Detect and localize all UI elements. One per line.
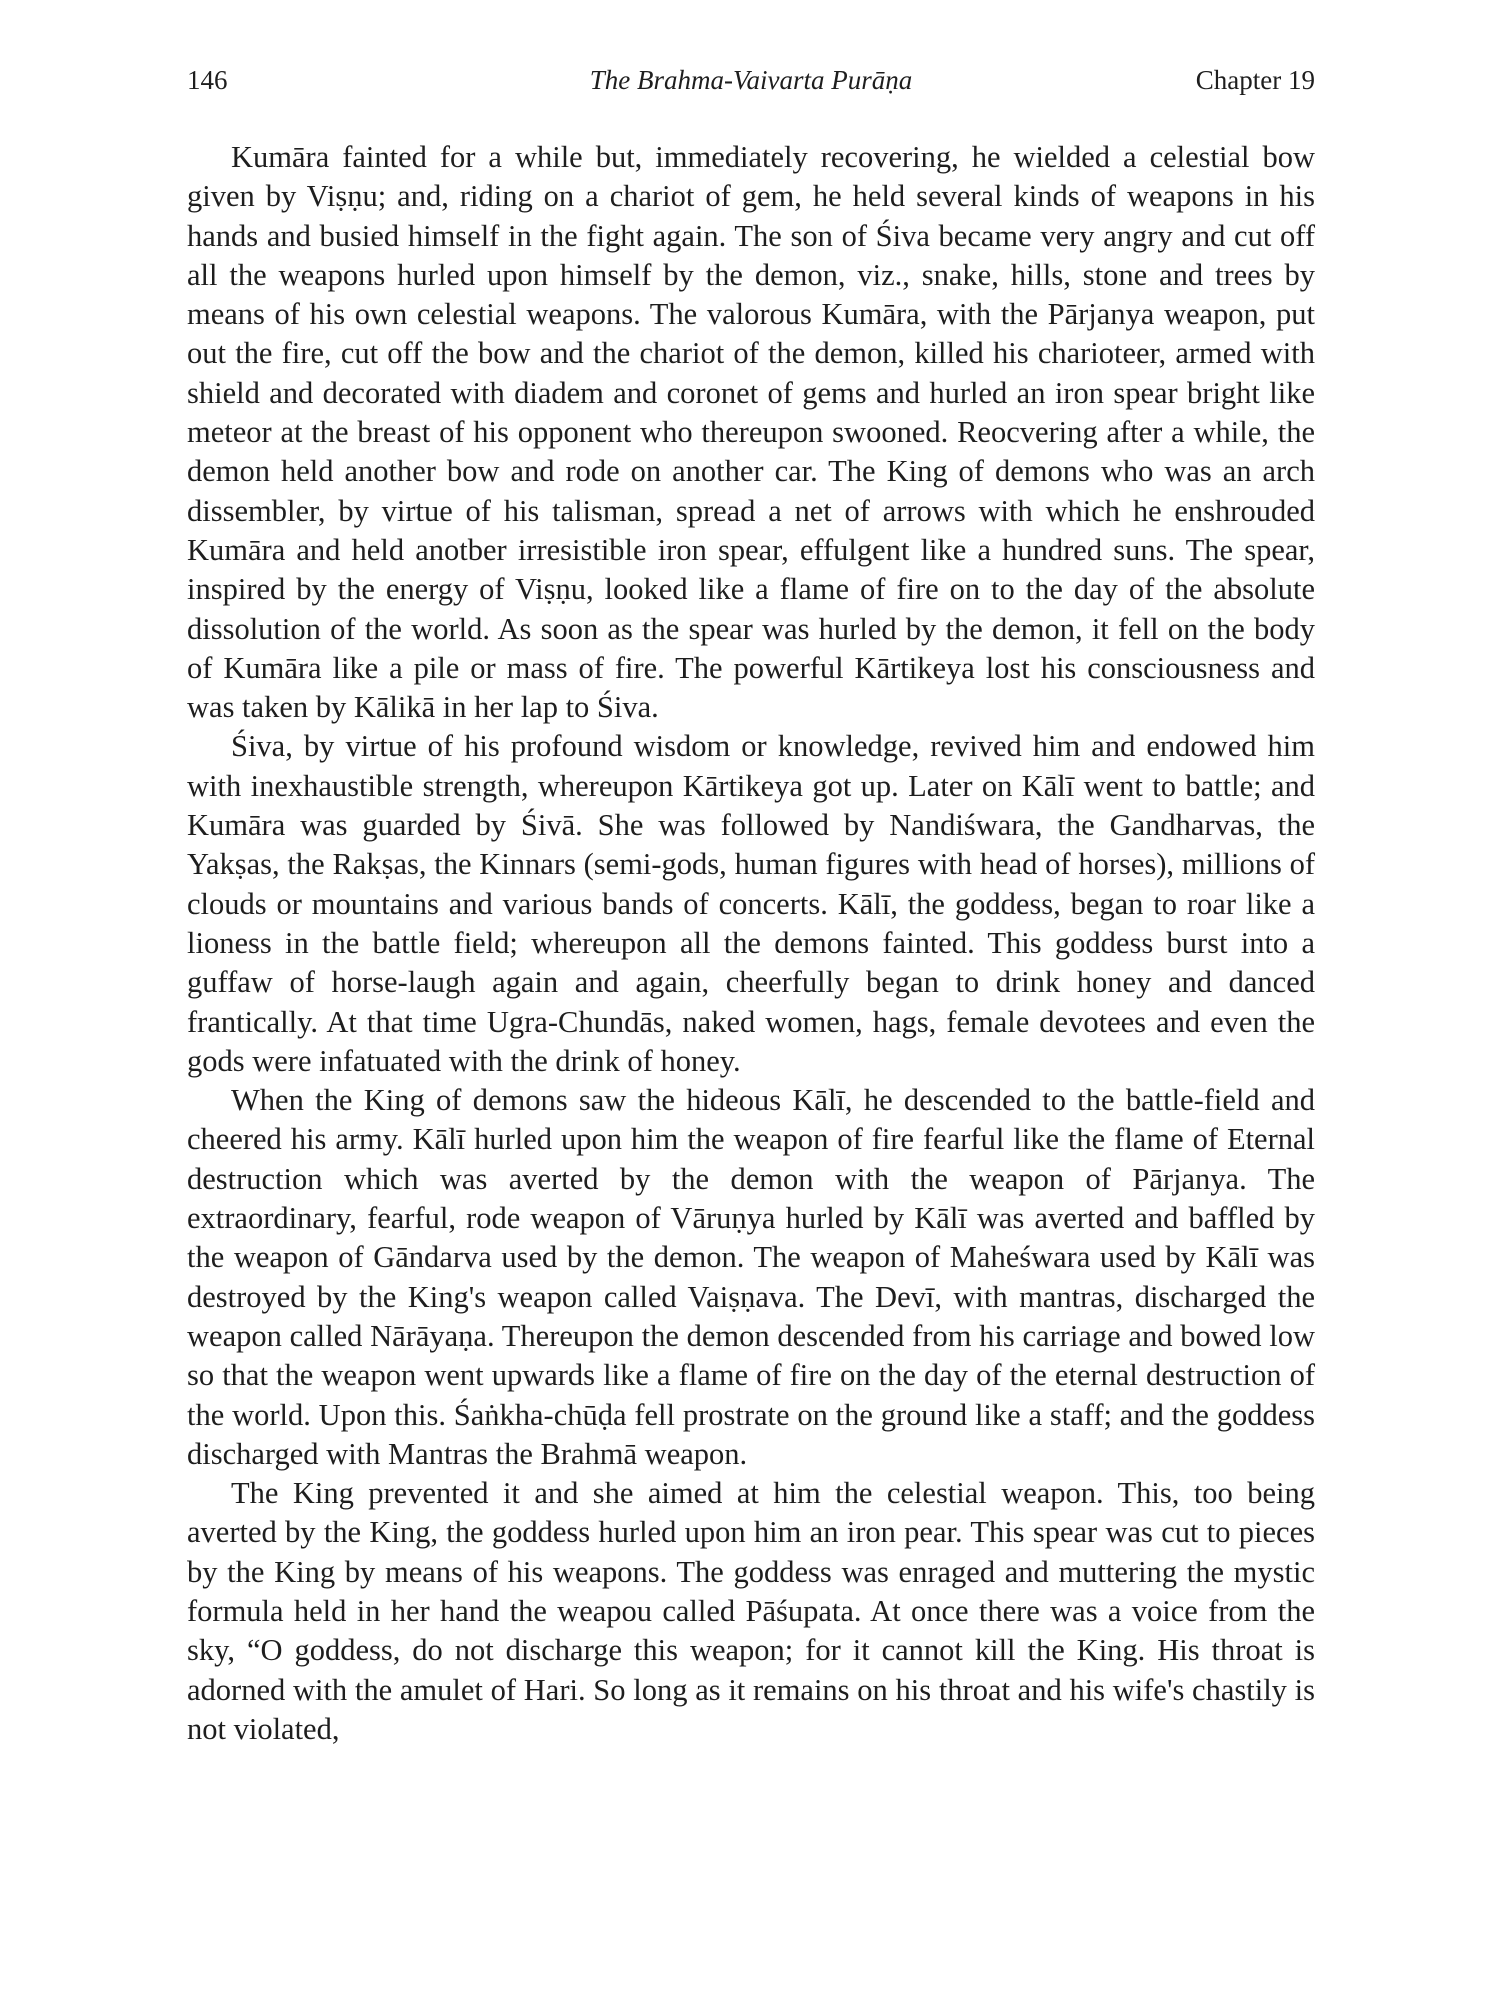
paragraph-4: The King prevented it and she aimed at him the celestial weapon. This, too being averted by the King, the goddess hurled upon him an iron pear. This spear was cut to pieces by the King by means of his weapons. The goddess was enraged and muttering the mystic formula held in her hand the weapou called Pāśupata. At once there was a voice from the sky, “O goddess, do not discharge this weapon; for it cannot kill the King. His throat is adorned with the amulet of Hari. So long as it remains on his throat and his wife's chastily is not violated,: [187, 1476, 1315, 1746]
paragraph-3: When the King of demons saw the hideous Kālī, he descended to the battle-field and cheered his army. Kālī hurled upon him the weapon of fire fearful like the flame of Eternal destruction which was averted by the demon with the weapon of Pārjanya. The extraordinary, fearful, rode weapon of Vāruṇya hurled by Kālī was averted and baffled by the weapon of Gāndarva used by the demon. The weapon of Maheśwara used by Kālī was destroyed by the King's weapon called Vaiṣṇava. The Devī, with mantras, discharged the weapon called Nārāyaṇa. Thereupon the demon descended from his carriage and bowed low so that the weapon went upwards like a flame of fire on the day of the eternal destruction of the world. Upon this. Śaṅkha-chūḍa fell prostrate on the ground like a staff; and the goddess discharged with Mantras the Brahmā weapon.: [187, 1083, 1315, 1471]
body-text: [187, 138, 1315, 1749]
book-title: The Brahma-Vaivarta Purāṇa: [589, 65, 913, 95]
running-head: [187, 60, 1315, 100]
page-number: 146: [187, 65, 228, 95]
paragraph-1: Kumāra fainted for a while but, immediately recovering, he wielded a celestial bow given by Viṣṇu; and, riding on a chariot of gem, he held several kinds of weapons in his hands and busied himself in the fight again. The son of Śiva became very angry and cut off all the weapons hurled upon himself by the demon, viz., snake, hills, stone and trees by means of his own celestial weapons. The valorous Kumāra, with the Pārjanya weapon, put out the fire, cut off the bow and the chariot of the demon, killed his charioteer, armed with shield and decorated with diadem and coronet of gems and hurled an iron spear bright like meteor at the breast of his opponent who thereupon swooned. Reocvering after a while, the demon held another bow and rode on another car. The King of demons who was an arch dissembler, by virtue of his talisman, spread a net of arrows with which he enshrouded Kumāra and held anotber irresistible iron spear, effulgent like a hundred suns. The spear, inspired by the energy of Viṣṇu, looked like a flame of fire on to the day of the absolute dissolution of the world. As soon as the spear was hurled by the demon, it fell on the body of Kumāra like a pile or mass of fire. The powerful Kārtikeya lost his consciousness and was taken by Kālikā in her lap to Śiva.: [187, 140, 1315, 725]
chapter-label: Chapter 19: [1195, 65, 1315, 95]
paragraph-2: Śiva, by virtue of his profound wisdom or knowledge, revived him and endowed him with inexhaustible strength, whereupon Kārtikeya got up. Later on Kālī went to battle; and Kumāra was guarded by Śivā. She was followed by Nandiśwara, the Gandharvas, the Yakṣas, the Rakṣas, the Kinnars (semi-gods, human figures with head of horses), millions of clouds or mountains and various bands of concerts. Kālī, the goddess, began to roar like a lioness in the battle field; whereupon all the demons fainted. This goddess burst into a guffaw of horse-laugh again and again, cheerfully began to drink honey and danced frantically. At that time Ugra-Chundās, naked women, hags, female devotees and even the gods were infatuated with the drink of honey.: [187, 729, 1315, 1078]
